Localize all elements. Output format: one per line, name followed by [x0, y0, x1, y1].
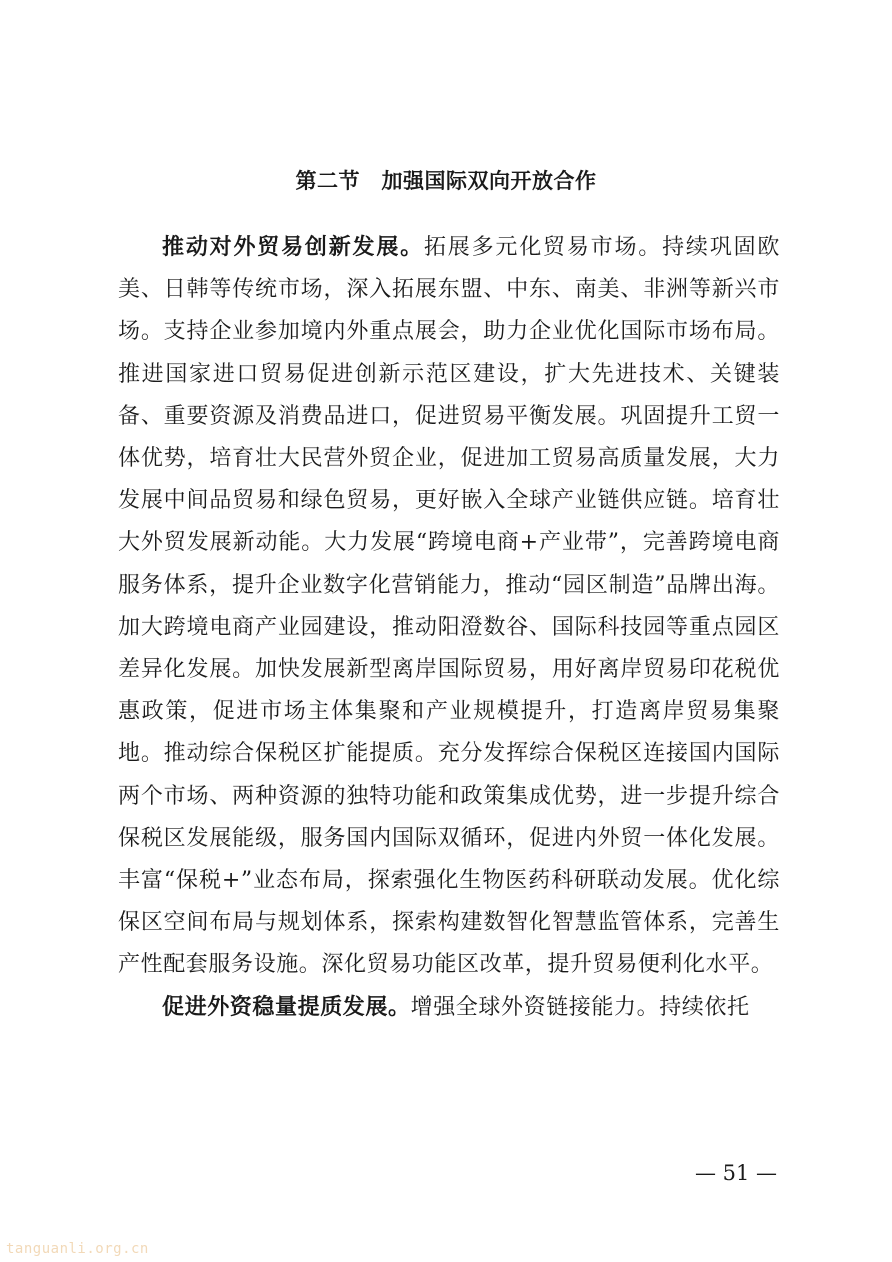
paragraph-lead: 推动对外贸易创新发展。 [162, 235, 424, 260]
paragraph-foreign-trade [118, 227, 780, 987]
paragraph-foreign-investment [118, 987, 780, 1029]
section-title: 第二节 加强国际双向开放合作 [295, 169, 597, 193]
paragraph-lead: 促进外资稳量提质发展。 [162, 994, 411, 1020]
page-number: — 51 — [694, 1161, 778, 1185]
watermark: tanguanli.org.cn [6, 1241, 149, 1257]
body-text [118, 227, 780, 1029]
paragraph-text: 增强全球外资链接能力。持续依托 [410, 994, 750, 1020]
paragraph-text: 拓展多元化贸易市场。持续巩固欧美、日韩等传统市场，深入拓展东盟、中东、南美、非洲等新兴市场。支持企业参加境内外重点展会，助力企业优化国际市场布局。推进国家进口贸易促进创新示范区建设，扩大先进技术、关键装备、重要资源及消费品进口，促进贸易平衡发展。巩固提升工贸一体优势，培育壮大民营外贸企业，促进加工贸易高质量发展，大力发展中间品贸易和绿色贸易，更好嵌入全球产业链供应链。培育壮大外贸发展新动能。大力发展“跨境电商+产业带”，完善跨境电商服务体系，提升企业数字化营销能力，推动“园区制造”品牌出海。加大跨境电商产业园建设，推动阳澄数谷、国际科技园等重点园区差异化发展。加快发展新型离岸国际贸易，用好离岸贸易印花税优惠政策，促进市场主体集聚和产业规模提升，打造离岸贸易集聚地。推动综合保税区扩能提质。充分发挥综合保税区连接国内国际两个市场、两种资源的独特功能和政策集成优势，进一步提升综合保税区发展能级，服务国内国际双循环，促进内外贸一体化发展。丰富“保税+”业态布局，探索强化生物医药科研联动发展。优化综保区空间布局与规划体系，探索构建数智化智慧监管体系，完善生产性配套服务设施。深化贸易功能区改革，提升贸易便利化水平。 [118, 235, 780, 978]
